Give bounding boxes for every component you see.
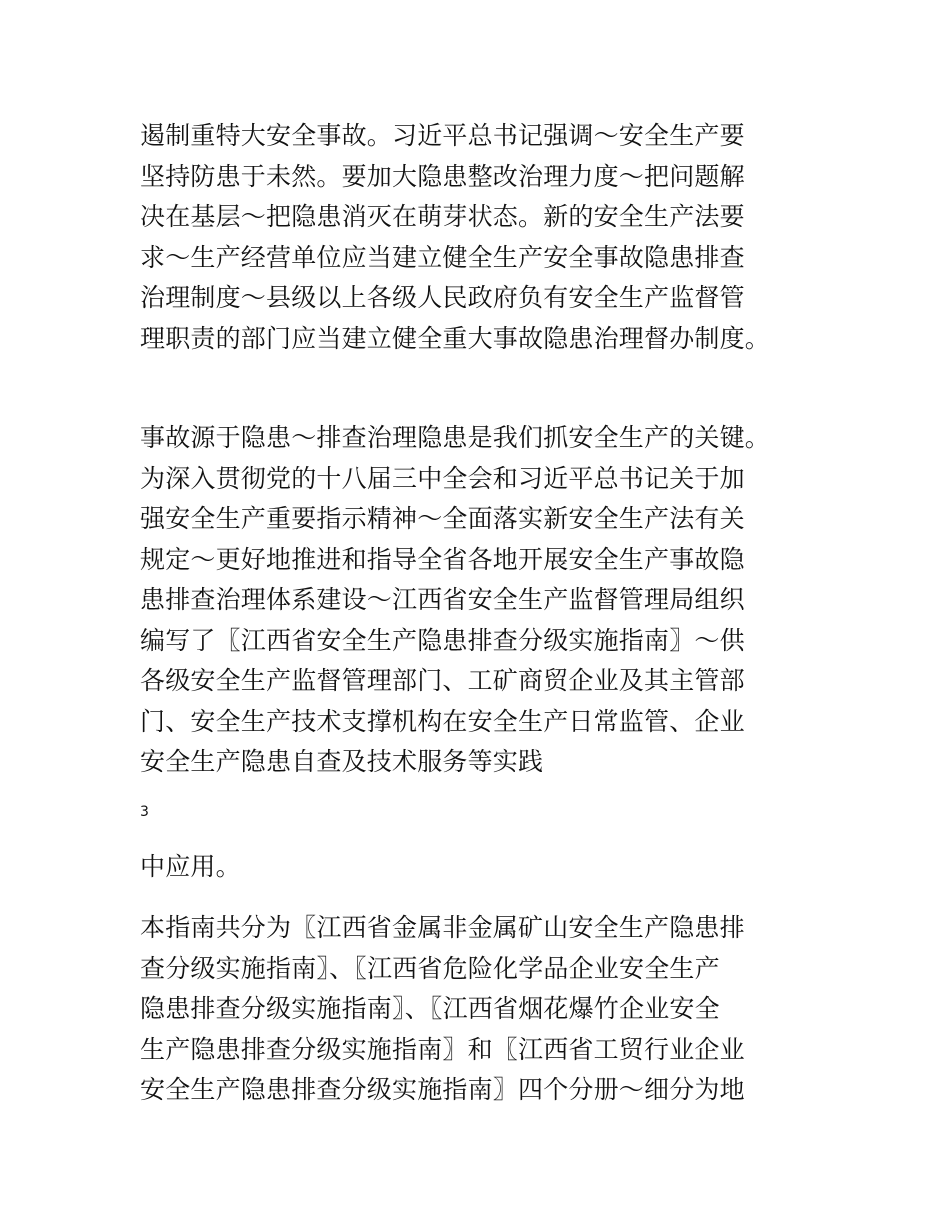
paragraph-line: 决在基层～把隐患消灭在萌芽状态。新的安全生产法要	[140, 202, 745, 231]
paragraph-2	[140, 418, 820, 783]
paragraph-1	[140, 116, 820, 359]
paragraph-line: 事故源于隐患～排查治理隐患是我们抓安全生产的关键。	[140, 423, 771, 452]
paragraph-line: 安全生产隐患自查及技术服务等实践	[140, 747, 544, 776]
paragraph-line: 隐患排查分级实施指南〗、〖江西省烟花爆竹企业安全	[140, 994, 720, 1023]
paragraph-line: 强安全生产重要指示精神～全面落实新安全生产法有关	[140, 504, 745, 533]
paragraph-line: 理职责的部门应当建立健全重大事故隐患治理督办制度。	[140, 323, 771, 353]
paragraph-line: 患排查治理体系建设～江西省安全生产监督管理局组织	[140, 585, 745, 614]
paragraph-3	[140, 847, 820, 888]
paragraph-line: 坚持防患于未然。要加大隐患整改治理力度～把问题解	[140, 161, 745, 191]
paragraph-line: 生产隐患排查分级实施指南〗和〖江西省工贸行业企业	[140, 1034, 745, 1064]
paragraph-line: 规定～更好地推进和指导全省各地开展安全生产事故隐	[140, 544, 745, 574]
paragraph-line: 中应用。	[140, 852, 241, 881]
page-number: 3	[140, 804, 149, 820]
paragraph-line: 门、安全生产技术支撑机构在安全生产日常监管、企业	[140, 706, 745, 736]
paragraph-line: 安全生产隐患排查分级实施指南〗四个分册～细分为地	[140, 1075, 745, 1104]
paragraph-line: 各级安全生产监督管理部门、工矿商贸企业及其主管部	[140, 666, 745, 695]
paragraph-line: 遏制重特大安全事故。习近平总书记强调～安全生产要	[140, 121, 745, 150]
paragraph-line: 本指南共分为〖江西省金属非金属矿山安全生产隐患排	[140, 913, 745, 942]
paragraph-line: 编写了〖江西省安全生产隐患排查分级实施指南〗～供	[140, 625, 745, 655]
paragraph-line: 为深入贯彻党的十八届三中全会和习近平总书记关于加	[140, 463, 745, 493]
paragraph-line: 查分级实施指南〗、〖江西省危险化学品企业安全生产	[140, 953, 720, 983]
paragraph-4	[140, 908, 820, 1111]
paragraph-line: 求～生产经营单位应当建立健全生产安全事故隐患排查	[140, 242, 745, 272]
paragraph-line: 治理制度～县级以上各级人民政府负有安全生产监督管	[140, 283, 745, 312]
